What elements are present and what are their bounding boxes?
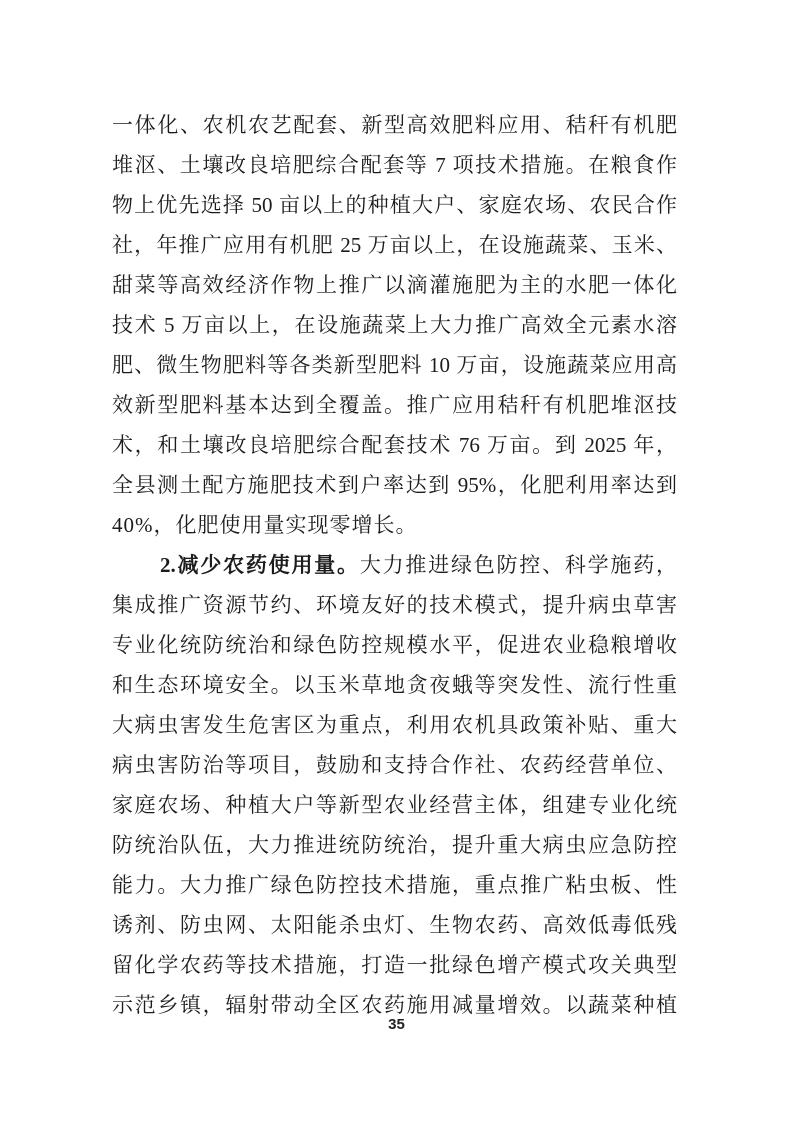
text-line: 能力。大力推广绿色防控技术措施，重点推广粘虫板、性 — [112, 873, 677, 897]
text-line: 效新型肥料基本达到全覆盖。推广应用秸秆有机肥堆沤技 — [112, 393, 677, 417]
text-line-section-start — [112, 545, 677, 585]
text-line-paragraph-end: 40%，化肥使用量实现零增长。 — [112, 513, 418, 537]
text-line: 肥、微生物肥料等各类新型肥料 10 万亩，设施蔬菜应用高 — [112, 353, 677, 377]
text-line: 病虫害防治等项目，鼓励和支持合作社、农药经营单位、 — [112, 753, 677, 777]
text-line: 物上优先选择 50 亩以上的种植大户、家庭农场、农民合作 — [112, 193, 677, 217]
text-line: 社，年推广应用有机肥 25 万亩以上，在设施蔬菜、玉米、 — [112, 233, 677, 257]
text-line: 大病虫害发生危害区为重点，利用农机具政策补贴、重大 — [112, 713, 677, 737]
document-body — [112, 105, 677, 1025]
text-line: 防统治队伍，大力推进统防统治，提升重大病虫应急防控 — [112, 833, 677, 857]
text-line: 示范乡镇，辐射带动全区农药施用减量增效。以蔬菜种植 — [112, 993, 677, 1017]
text-line: 一体化、农机农艺配套、新型高效肥料应用、秸秆有机肥 — [112, 113, 677, 137]
text-line: 留化学农药等技术措施，打造一批绿色增产模式攻关典型 — [112, 953, 677, 977]
text-line: 术，和土壤改良培肥综合配套技术 76 万亩。到 2025 年， — [112, 433, 677, 457]
page-number: 35 — [388, 1016, 405, 1033]
text-line: 专业化统防统治和绿色防控规模水平，促进农业稳粮增收 — [112, 633, 677, 657]
text-line: 集成推广资源节约、环境友好的技术模式，提升病虫草害 — [112, 593, 677, 617]
text-run: 大力推进绿色防控、科学施药， — [359, 553, 677, 577]
text-line: 诱剂、防虫网、太阳能杀虫灯、生物农药、高效低毒低残 — [112, 913, 677, 937]
section-heading: 2.减少农药使用量。 — [160, 553, 360, 577]
text-line: 家庭农场、种植大户等新型农业经营主体，组建专业化统 — [112, 793, 677, 817]
text-line: 和生态环境安全。以玉米草地贪夜蛾等突发性、流行性重 — [112, 673, 677, 697]
text-line: 堆沤、土壤改良培肥综合配套等 7 项技术措施。在粮食作 — [112, 153, 677, 177]
text-line: 甜菜等高效经济作物上推广以滴灌施肥为主的水肥一体化 — [112, 273, 677, 297]
text-line: 技术 5 万亩以上，在设施蔬菜上大力推广高效全元素水溶 — [112, 313, 677, 337]
text-line: 全县测土配方施肥技术到户率达到 95%，化肥利用率达到 — [112, 473, 677, 497]
